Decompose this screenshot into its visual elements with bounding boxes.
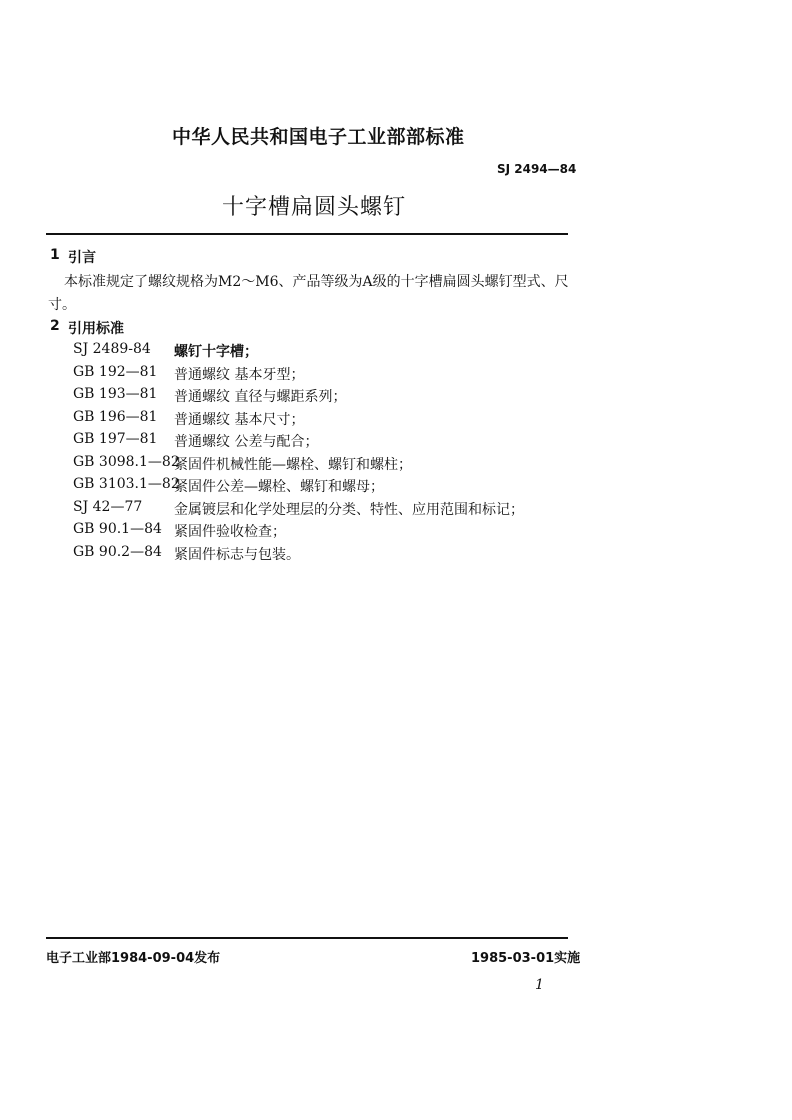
footer-divider (46, 937, 568, 939)
section-1-paragraph-line-2: 寸。 (48, 297, 76, 313)
standard-number: SJ 2494—84 (497, 162, 577, 176)
section-1-title: 引言 (68, 250, 96, 266)
reference-title: 普通螺纹 基本尺寸； (174, 412, 305, 428)
document-title: 十字槽扁圆头螺钉 (222, 195, 407, 220)
title-divider (46, 233, 568, 235)
reference-title: 金属镀层和化学处理层的分类、特性、应用范围和标记； (174, 502, 524, 518)
section-1-number: 1 (50, 247, 60, 263)
page-number: 1 (535, 977, 544, 993)
reference-code: GB 90.2—84 (73, 544, 162, 560)
issue-date: 电子工业部1984-09-04发布 (46, 951, 221, 966)
reference-code: GB 3103.1—82 (73, 476, 180, 492)
reference-title: 螺钉十字槽； (174, 344, 258, 360)
reference-title: 普通螺纹 直径与螺距系列； (174, 389, 347, 405)
reference-title: 紧固件标志与包装。 (174, 547, 300, 563)
reference-code: GB 196—81 (73, 409, 158, 425)
reference-code: SJ 2489-84 (73, 341, 151, 357)
reference-code: GB 193—81 (73, 386, 158, 402)
org-title: 中华人民共和国电子工业部部标准 (172, 126, 465, 148)
reference-title: 紧固件公差—螺栓、螺钉和螺母； (174, 479, 384, 495)
section-2-title: 引用标准 (68, 321, 124, 337)
reference-title: 普通螺纹 公差与配合； (174, 434, 319, 450)
reference-code: GB 197—81 (73, 431, 158, 447)
reference-code: GB 90.1—84 (73, 521, 162, 537)
reference-title: 普通螺纹 基本牙型； (174, 367, 305, 383)
section-2-number: 2 (50, 318, 60, 334)
reference-code: GB 3098.1—82 (73, 454, 180, 470)
reference-code: SJ 42—77 (73, 499, 143, 515)
effective-date: 1985-03-01实施 (471, 951, 581, 966)
section-1-paragraph-line-1: 本标准规定了螺纹规格为M2～M6、产品等级为A级的十字槽扁圆头螺钉型式、尺 (64, 274, 569, 290)
reference-code: GB 192—81 (73, 364, 158, 380)
reference-title: 紧固件验收检查； (174, 524, 286, 540)
reference-title: 紧固件机械性能—螺栓、螺钉和螺柱； (174, 457, 412, 473)
